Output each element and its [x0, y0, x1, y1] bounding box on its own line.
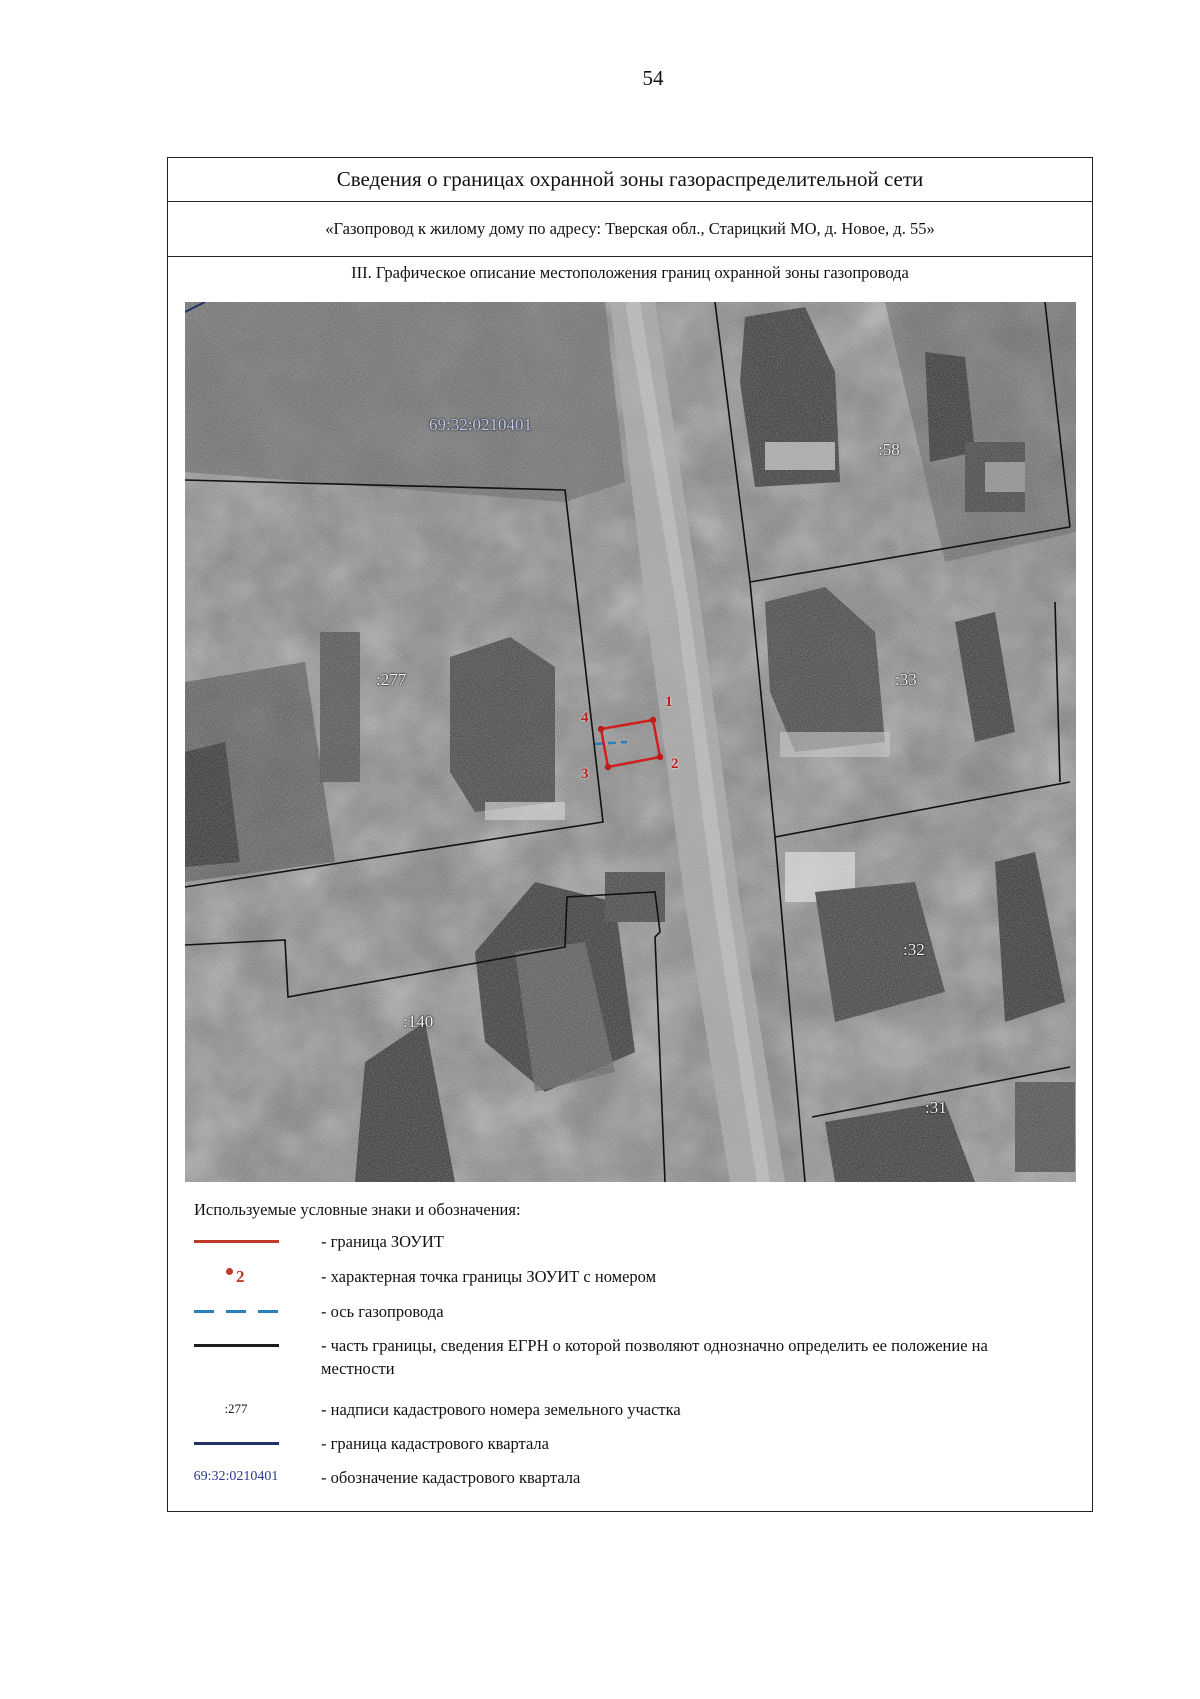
- page-number: 54: [642, 66, 664, 90]
- legend-item: [168, 1261, 1092, 1291]
- legend-item-text: - ось газопровода: [321, 1302, 444, 1321]
- legend-title: Используемые условные знаки и обозначения:: [194, 1200, 521, 1219]
- blue-dash-symbol: [186, 1296, 286, 1326]
- point-symbol: [186, 1261, 286, 1291]
- aerial-photo: [185, 302, 1076, 1182]
- aerial-map: [185, 302, 1076, 1182]
- legend-item-text: - надписи кадастрового номера земельного участка: [321, 1400, 681, 1419]
- legend-item-text: - часть границы, сведения ЕГРН о которой позволяют однозначно определить ее положение на местности: [321, 1336, 988, 1378]
- navy-line-symbol: [186, 1428, 286, 1458]
- point-symbol-number: 2: [236, 1267, 245, 1286]
- zone-point-number: 3: [581, 766, 589, 782]
- legend-item-text: - характерная точка границы ЗОУИТ с номером: [321, 1267, 657, 1286]
- black-line-symbol: [186, 1330, 286, 1360]
- parcel-label: :140: [403, 1012, 434, 1031]
- legend-item: [168, 1226, 1092, 1256]
- section-title: III. Графическое описание местоположения границ охранной зоны газопровода: [351, 263, 909, 282]
- legend-item: [168, 1296, 1092, 1326]
- zone-point-number: 2: [671, 756, 679, 772]
- legend-item: [168, 1462, 1092, 1492]
- parcel-label: :32: [903, 940, 925, 959]
- parcel-label: :31: [925, 1098, 947, 1117]
- legend-item: [168, 1330, 1092, 1378]
- parcel-label: :33: [895, 670, 917, 689]
- red-line-symbol: [186, 1226, 286, 1256]
- legend-item: [168, 1428, 1092, 1458]
- parcel-label: :58: [878, 440, 900, 459]
- zone-point-number: 1: [665, 694, 673, 710]
- document-frame: [167, 157, 1093, 1512]
- parcel-label-symbol: :277: [224, 1401, 248, 1416]
- legend-item-text: - граница ЗОУИТ: [321, 1232, 444, 1251]
- legend-item-text: - обозначение кадастрового квартала: [321, 1468, 581, 1487]
- zone-point-number: 4: [581, 710, 589, 726]
- document-title: Сведения о границах охранной зоны газораспределительной сети: [168, 158, 1092, 202]
- legend-item: [168, 1394, 1092, 1424]
- quarter-label-symbol: 69:32:0210401: [193, 1469, 279, 1484]
- legend-item-text: - граница кадастрового квартала: [321, 1434, 549, 1453]
- cadastral-quarter-label: 69:32:0210401: [429, 415, 532, 434]
- parcel-label: :277: [376, 670, 407, 689]
- object-name: «Газопровод к жилому дому по адресу: Тверская обл., Старицкий МО, д. Новое, д. 55»: [168, 202, 1092, 257]
